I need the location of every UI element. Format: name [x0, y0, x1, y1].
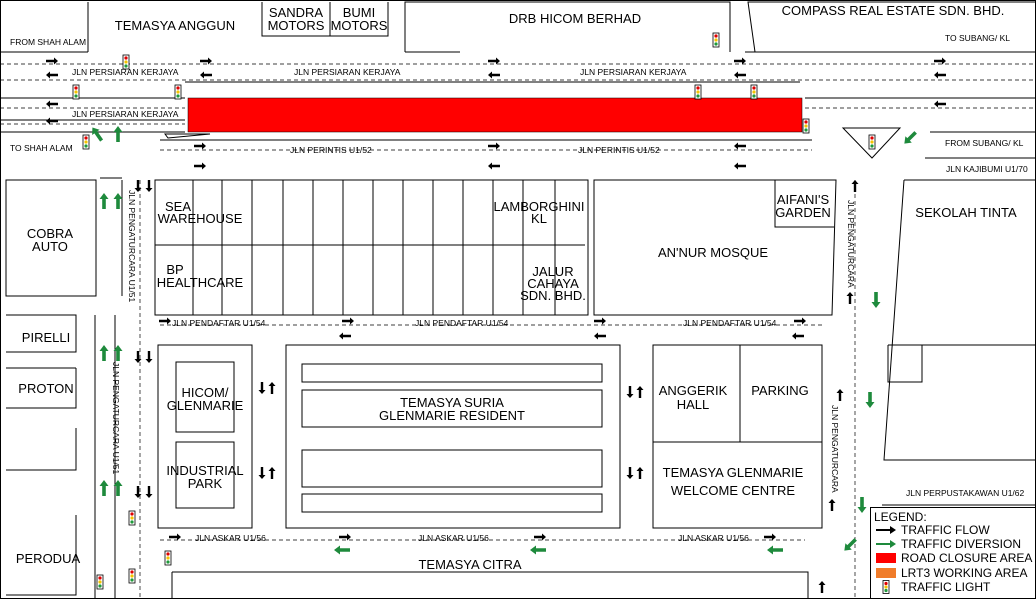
- road-persiaran-kerjaya-1: JLN PERSIARAN KERJAYA: [72, 67, 179, 77]
- legend-title: LEGEND:: [874, 510, 927, 524]
- lrt3-swatch-icon: [875, 567, 897, 579]
- label-proton: PROTON: [18, 381, 74, 396]
- label-parking: PARKING: [751, 383, 809, 398]
- road-askar-2: JLN ASKAR U1/56: [418, 533, 489, 543]
- legend: [870, 507, 1036, 599]
- road-to-shah-alam: TO SHAH ALAM: [10, 143, 73, 153]
- legend-item-lrt3: LRT3 WORKING AREA: [871, 566, 1035, 580]
- road-from-subang: FROM SUBANG/ KL: [945, 138, 1024, 148]
- label-temasya-citra: TEMASYA CITRA: [418, 557, 522, 572]
- label-pirelli: PIRELLI: [21, 330, 71, 345]
- road-closure-area: [188, 98, 802, 132]
- label-temasya-anggun: TEMASYA ANGGUN: [114, 18, 236, 33]
- road-pendaftar-2: JLN PENDAFTAR U1/54: [415, 318, 509, 328]
- road-persiaran-kerjaya-2: JLN PERSIARAN KERJAYA: [294, 67, 401, 77]
- label-temasya-suria-1: TEMASYA SURIA: [400, 395, 504, 410]
- road-persiaran-kerjaya-4: JLN PERSIARAN KERJAYA: [72, 109, 179, 119]
- legend-item-traffic-diversion: TRAFFIC DIVERSION: [871, 537, 1035, 551]
- label-sea-warehouse-1: SEA: [164, 199, 192, 214]
- road-from-shah-alam: FROM SHAH ALAM: [10, 37, 87, 47]
- label-jalur-cahaya-1: JALUR: [532, 264, 574, 279]
- road-pendaftar-3: JLN PENDAFTAR U1/54: [683, 318, 777, 328]
- label-cobra-auto-2: AUTO: [32, 239, 68, 254]
- label-jalur-cahaya-2: CAHAYA: [527, 276, 579, 291]
- road-pengaturcara-1: JLN PENGATURCARA: [846, 200, 856, 288]
- label-jalur-cahaya-3: SDN. BHD.: [520, 288, 586, 303]
- road-perintis-2: JLN PERINTIS U1/52: [578, 145, 660, 155]
- road-persiaran-kerjaya-3: JLN PERSIARAN KERJAYA: [580, 67, 687, 77]
- label-sandra-motors-1: SANDRA: [268, 5, 324, 20]
- label-bp-healthcare-1: BP: [166, 262, 184, 277]
- label-sekolah-tinta: SEKOLAH TINTA: [915, 205, 1017, 220]
- label-bumi-motors-1: BUMI: [342, 5, 376, 20]
- road-to-subang: TO SUBANG/ KL: [945, 33, 1011, 43]
- road-askar-3: JLN ASKAR U1/56: [678, 533, 749, 543]
- road-pengaturcara-151-1: JLN PENGATURCARA U1/51: [127, 190, 137, 303]
- label-anggerik-hall-2: HALL: [676, 397, 710, 412]
- legend-item-traffic-light: TRAFFIC LIGHT: [871, 580, 1035, 594]
- road-pengaturcara-2: JLN PENGATURCARA: [830, 405, 840, 493]
- diversion-arrow-icon: [875, 538, 897, 550]
- traffic-light-icon: [875, 580, 897, 594]
- road-perintis-1: JLN PERINTIS U1/52: [290, 145, 372, 155]
- label-cobra-auto-1: COBRA: [26, 226, 74, 241]
- label-drb-hicom: DRB HICOM BERHAD: [508, 11, 642, 26]
- road-perpustakawan: JLN PERPUSTAKAWAN U1/62: [906, 488, 1025, 498]
- label-industrial-park-1: INDUSTRIAL: [166, 463, 244, 478]
- label-lamborghini-2: KL: [531, 211, 547, 226]
- label-bumi-motors-2: MOTORS: [330, 18, 388, 33]
- label-aifanis-garden-1: AIFANI'S: [776, 192, 830, 207]
- closure-swatch-icon: [875, 552, 897, 564]
- legend-item-road-closure: ROAD CLOSURE AREA: [871, 551, 1035, 565]
- label-temasya-suria-2: GLENMARIE RESIDENT: [379, 408, 525, 423]
- label-annur-mosque: AN'NUR MOSQUE: [657, 245, 769, 260]
- flow-arrow-icon: [875, 524, 897, 536]
- label-industrial-park-2: PARK: [187, 476, 223, 491]
- label-welcome-centre-1: TEMASYA GLENMARIE: [662, 465, 804, 480]
- label-perodua: PERODUA: [15, 551, 81, 566]
- label-hicom-glenmarie-1: HICOM/: [181, 385, 229, 400]
- label-anggerik-hall-1: ANGGERIK: [658, 383, 728, 398]
- label-welcome-centre-2: WELCOME CENTRE: [670, 483, 796, 498]
- road-kajibumi: JLN KAJIBUMI U1/70: [946, 164, 1028, 174]
- label-compass: COMPASS REAL ESTATE SDN. BHD.: [781, 3, 1005, 18]
- label-sea-warehouse-2: WAREHOUSE: [157, 211, 243, 226]
- label-bp-healthcare-2: HEALTHCARE: [156, 275, 244, 290]
- legend-item-traffic-flow: TRAFFIC FLOW: [871, 523, 1035, 537]
- label-aifanis-garden-2: GARDEN: [775, 205, 831, 220]
- road-askar-1: JLN ASKAR U1/56: [195, 533, 266, 543]
- label-lamborghini-1: LAMBORGHINI: [493, 199, 585, 214]
- road-pendaftar-1: JLN PENDAFTAR U1/54: [172, 318, 266, 328]
- label-sandra-motors-2: MOTORS: [267, 18, 325, 33]
- label-hicom-glenmarie-2: GLENMARIE: [166, 398, 244, 413]
- road-pengaturcara-151-2: JLN PENGATURCARA U1/51: [111, 362, 121, 475]
